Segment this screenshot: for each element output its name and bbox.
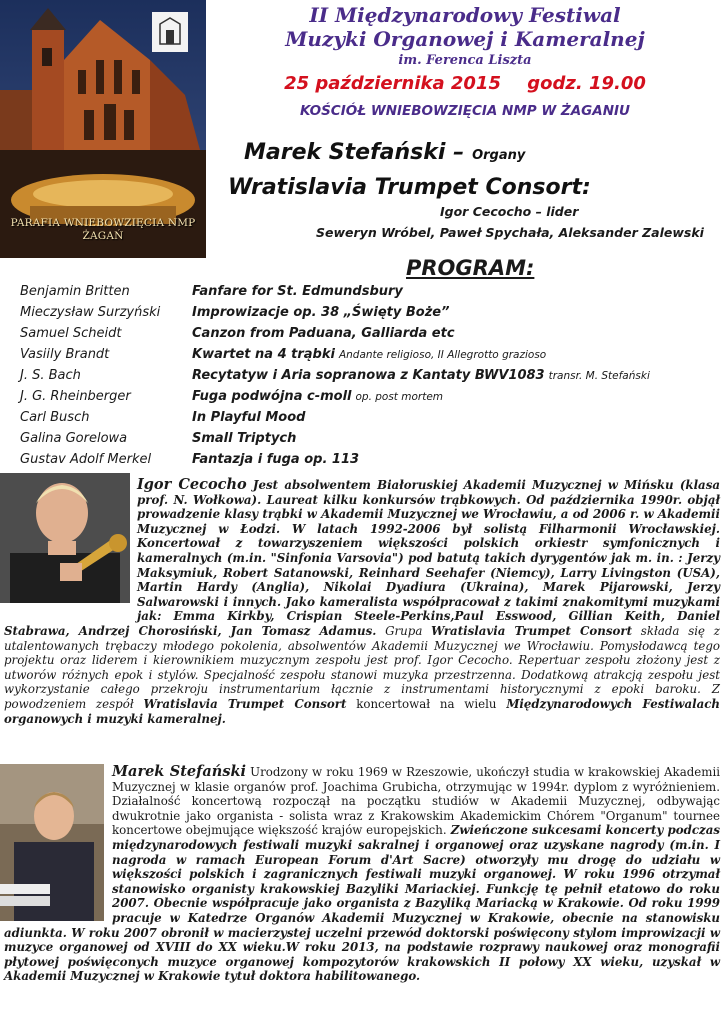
ensemble-leader: Igor Cecocho – lider [440, 204, 579, 219]
program-work: Kwartet na 4 trąbki [192, 347, 335, 362]
bio-stefanski [4, 765, 720, 984]
program-composer: Mieczysław Surzyński [20, 305, 161, 320]
program-note: transr. M. Stefański [548, 370, 650, 382]
organist-name: Marek Stefański – [244, 140, 465, 165]
bio-cecocho-text-3: składa się z utalentowanych trębaczy młodego pokolenia, absolwentów Akademii Muzycznej we Wrocławiu. Pomysłodawcą tego projektu oraz liderem i kierownikiem muzycznym zespołu jest prof. Igor Cecocho. Repertuar zespołu złożony jest z utworów różnych epok i stylów. Specjalność zespołu stanowi muzyka przestrzenna. Dodatkową atrakcją zespołu jest wykorzystanie całego przekroju instrumentarium łącznie z instrumentami historycznymi z epoki baroku. Z powodzeniem zespół [4, 623, 720, 711]
program-composer: Gustav Adolf Merkel [20, 452, 152, 467]
caption-line-2: ŻAGAŃ [82, 230, 124, 242]
bio-cecocho [4, 478, 720, 726]
program-composer: Galina Gorelowa [20, 431, 128, 446]
church-caption [0, 217, 206, 243]
program-composer: Carl Busch [20, 410, 90, 425]
program-work: Improwizacje op. 38 „Święty Boże” [192, 305, 450, 320]
festival-patron: im. Ferenca Liszta [398, 53, 532, 68]
program-composer: Samuel Scheidt [20, 326, 122, 341]
festival-title-line-1: II Międzynarodowy Festiwal [309, 3, 621, 27]
church-photo [0, 0, 206, 258]
program-title: PROGRAM: [406, 256, 535, 280]
bio-stefanski-text-1: Urodzony w roku 1969 w Rzeszowie, ukończył studia w krakowskiej Akademii Muzycznej w klasie organów prof. Joachima Grubicha, otrzymując w 1994r. dyplom z wyróżnieniem. Działalność koncertową rozpoczął na początku studiów w Akademii Muzycznej, odbywając dwukrotnie jako organista - solista wraz z Krakowskim Akademickim Chórem "Organum" tournee koncertowe obejmujące większość krajów europejskich. [112, 765, 720, 838]
bio-stefanski-name: Marek Stefański [112, 763, 247, 780]
bio-cecocho-text-2: Grupa [376, 623, 432, 638]
bio-cecocho-text-4: koncertował na wielu [346, 696, 507, 711]
ensemble-name: Wratislavia Trumpet Consort: [228, 175, 591, 200]
program-composer: Vasiily Brandt [20, 347, 110, 362]
program-work: Fantazja i fuga op. 113 [192, 452, 360, 467]
event-venue: KOŚCIÓŁ WNIEBOWZIĘCIA NMP W ŻAGANIU [300, 103, 630, 119]
program-work: Fuga podwójna c-moll [192, 389, 352, 404]
bio-cecocho-text-1: Jest absolwentem Białoruskiej Akademii Muzycznej w Mińsku (klasa prof. N. Wołkowa). Laureat kilku konkursów trąbkowych. Od października 1990r. objął prowadzenie klasy trąbki w Akademii Muzycznej we Wrocławiu, a od 2006 r. w Akademii Muzycznej w Łodzi. W latach 1992-2006 był solistą Filharmonii Wrocławskiej. Koncertował z towarzyszeniem większości polskich orkiestr symfonicznych i kameralnych (m.in. "Sinfonia Varsovia") pod batutą takich dyrygentów jak m. in. : Jerzy Maksymiuk, Robert Satanowski, Reinhard Seehafer (Niemcy), Larry Livingston (USA), Martin Hardy (Anglia), Nikolai Dyadiura (Ukraina), Marek Pijarowski, Jerzy Salwarowski i innych. Jako kameralista współpracował z takimi znakomitymi muzykami jak: Emma Kirkby, Crispian Steele-Perkins,Paul Esswood, Gillian Keith, Daniel Stabrawa, Andrzej Chorosiński, Jan Tomasz Adamus. [4, 478, 720, 638]
ensemble-members: Seweryn Wróbel, Paweł Spychała, Aleksander Zalewski [316, 225, 704, 240]
program-work: Small Triptych [192, 431, 297, 446]
program-note: Andante religioso, II Allegrotto grazioso [338, 349, 547, 361]
program-composer: J. G. Rheinberger [20, 389, 131, 404]
bio-cecocho-text-5: Międzynarodowych Festiwalach organowych i muzyki kameralnej. [4, 696, 720, 726]
event-date: 25 października 2015 [284, 73, 501, 94]
program-work: Canzon from Paduana, Galliarda etc [192, 326, 455, 341]
caption-line-1: PARAFIA WNIEBOWZIĘCIA NMP [10, 217, 196, 229]
program-note: op. post mortem [355, 391, 444, 403]
bio-cecocho-ensemble-1: Wratislavia Trumpet Consort [431, 623, 633, 638]
event-datetime [206, 73, 724, 94]
bio-cecocho-name: Igor Cecocho [137, 476, 247, 493]
program-work: Recytatyw i Aria sopranowa z Kantaty BWV1083 [192, 368, 545, 383]
program-work: In Playful Mood [192, 410, 306, 425]
bio-cecocho-ensemble-2: Wratislavia Trumpet Consort [143, 696, 347, 711]
event-time: godz. 19.00 [527, 73, 646, 94]
bio-stefanski-text-2: Zwieńczone sukcesami koncerty podczas międzynarodowych festiwali muzyki sakralnej i organowej oraz uzyskane nagrody (m.in. I nagroda w ramach European Forum d'Art Sacre) otworzyły mu drogę do udziału w większości polskich i zagranicznych festiwali muzyki organowej. W roku 1996 otrzymał stanowisko organisty krakowskiej Bazyliki Mariackiej. Funkcję tę pełnił etatowo do roku 2007. Obecnie współpracuje jako organista z Bazyliką Mariacką w Krakowie. Od roku 1999 pracuje w Katedrze Organów Akademii Muzycznej w Krakowie, obecnie na stanowisku adiunkta. W roku 2007 obronił w macierzystej uczelni przewód doktorski poświęcony stylom improwizacji w muzyce organowej od XVIII do XX wieku.W roku 2013, na podstawie rozprawy naukowej oraz monografii płytowej poświęconych muzyce organowej kompozytorów krakowskich II połowy XX wieku, uzyskał w Akademii Muzycznej w Krakowie tytuł doktora habilitowanego. [4, 823, 720, 984]
program-composer: Benjamin Britten [20, 284, 130, 299]
organist-role: Organy [472, 148, 526, 163]
festival-title-line-2: Muzyki Organowej i Kameralnej [285, 27, 645, 51]
program-composer: J. S. Bach [20, 368, 81, 383]
program-work: Fanfare for St. Edmundsbury [192, 284, 403, 299]
organist-line [244, 140, 525, 165]
